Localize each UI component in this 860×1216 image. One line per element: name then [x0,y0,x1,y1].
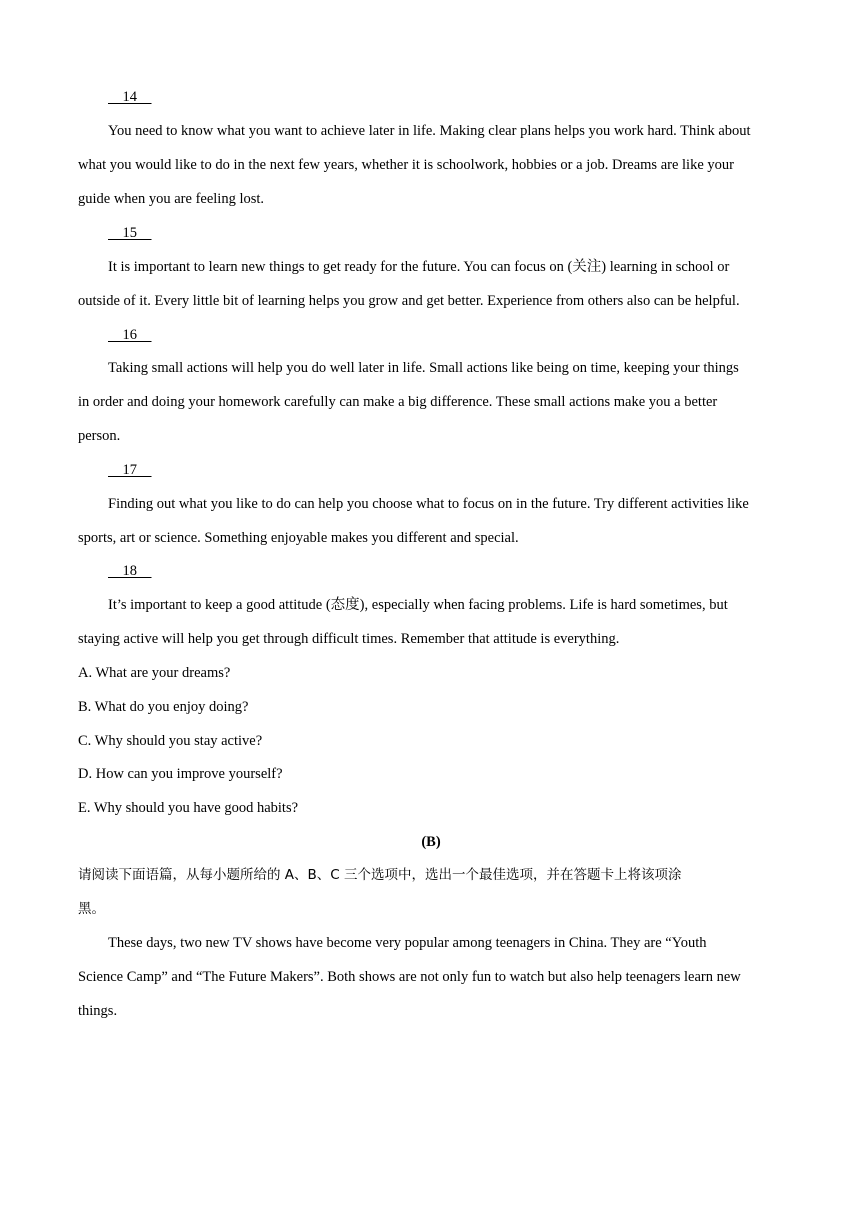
instruction-line: 请阅读下面语篇，从每小题所给的 A、B、C 三个选项中，选出一个最佳选项，并在答题卡上将该项涂 [78,867,682,883]
passage-line: Science Camp” and “The Future Makers”. Both shows are not only fun to watch but also help teenagers learn new [78,969,741,985]
paragraph-line: in order and doing your homework carefully can make a big difference. These small actions make you a better [78,394,718,410]
option-a: A. What are your dreams? [78,665,231,681]
paragraph-line: It’s important to keep a good attitude (态度), especially when facing problems. Life is hard sometimes, but [108,597,728,613]
blank-number: 18 [108,563,152,579]
blank-number: 16 [108,327,152,343]
paragraph-line: You need to know what you want to achieve later in life. Making clear plans helps you work hard. Think about [108,123,751,139]
paragraph-line: what you would like to do in the next few years, whether it is schoolwork, hobbies or a job. Dreams are like your [78,157,734,173]
paragraph-line: outside of it. Every little bit of learning helps you grow and get better. Experience from others also can be helpful. [78,293,740,309]
blank-14 [108,88,152,106]
blank-number: 17 [108,462,152,478]
paragraph-line: person. [78,428,121,444]
paragraph-line: guide when you are feeling lost. [78,191,265,207]
blank-number: 14 [108,89,152,105]
blank-16 [108,326,152,344]
paragraph-line: sports, art or science. Something enjoyable makes you different and special. [78,530,519,546]
passage-line: These days, two new TV shows have become very popular among teenagers in China. They are “Youth [108,935,707,951]
blank-18 [108,562,152,580]
paragraph-line: Taking small actions will help you do well later in life. Small actions like being on time, keeping your things [108,360,739,376]
paragraph-line: staying active will help you get through difficult times. Remember that attitude is everything. [78,631,620,647]
blank-17 [108,461,152,479]
paragraph-line: It is important to learn new things to get ready for the future. You can focus on (关注) learning in school or [108,259,730,275]
passage-line: things. [78,1003,118,1019]
instruction-line: 黑。 [78,901,105,917]
blank-15 [108,224,152,242]
option-d: D. How can you improve yourself? [78,766,283,782]
option-c: C. Why should you stay active? [78,733,263,749]
section-heading: (B) [421,834,441,850]
option-b: B. What do you enjoy doing? [78,699,249,715]
blank-number: 15 [108,225,152,241]
paragraph-line: Finding out what you like to do can help you choose what to focus on in the future. Try different activities like [108,496,749,512]
option-e: E. Why should you have good habits? [78,800,299,816]
